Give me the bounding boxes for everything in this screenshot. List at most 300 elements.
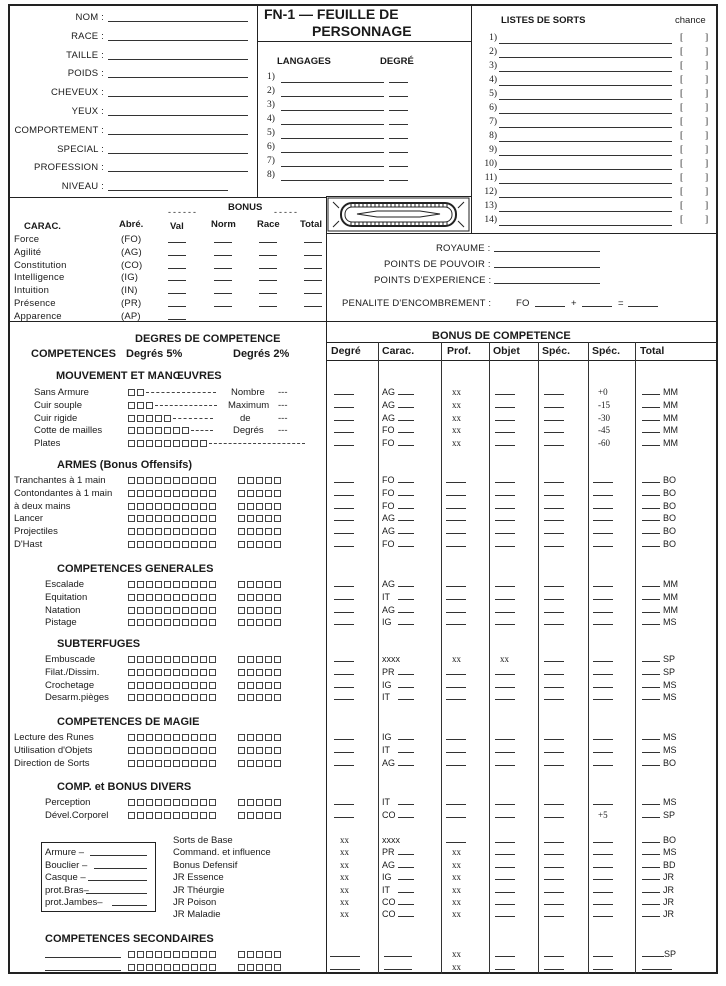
- language-degree-field[interactable]: [389, 96, 408, 97]
- objet-field[interactable]: [495, 892, 515, 893]
- stat-norm-field[interactable]: [214, 306, 232, 307]
- degree-checkbox[interactable]: [128, 682, 135, 689]
- degree-checkbox[interactable]: [155, 528, 162, 535]
- spec1-field[interactable]: [544, 687, 564, 688]
- degree-checkbox[interactable]: [200, 594, 207, 601]
- carac-field[interactable]: [398, 854, 414, 855]
- stat-val-field[interactable]: [168, 242, 186, 243]
- language-degree-field[interactable]: [389, 110, 408, 111]
- degree-field[interactable]: [334, 624, 354, 625]
- carac-field[interactable]: [398, 520, 414, 521]
- degree-checkbox[interactable]: [164, 490, 171, 497]
- degree-checkbox[interactable]: [182, 581, 189, 588]
- spell-list-field[interactable]: [499, 197, 672, 198]
- degree-checkbox[interactable]: [274, 503, 281, 510]
- degree-checkbox[interactable]: [247, 490, 254, 497]
- degree-checkbox[interactable]: [173, 503, 180, 510]
- degree-checkbox[interactable]: [247, 812, 254, 819]
- degree-checkbox[interactable]: [247, 656, 254, 663]
- stat-val-field[interactable]: [168, 255, 186, 256]
- degree-checkbox[interactable]: [146, 747, 153, 754]
- degree-2-boxes[interactable]: [238, 679, 283, 692]
- total-field[interactable]: [642, 904, 660, 905]
- identity-field[interactable]: [108, 171, 248, 172]
- spec2-field[interactable]: [593, 520, 613, 521]
- spec1-field[interactable]: [544, 495, 564, 496]
- stat-norm-field[interactable]: [214, 242, 232, 243]
- degree-checkbox[interactable]: [256, 734, 263, 741]
- carac-field[interactable]: [398, 533, 414, 534]
- degree-5-boxes[interactable]: [128, 525, 218, 538]
- spell-list-field[interactable]: [499, 169, 672, 170]
- degree-checkbox[interactable]: [256, 594, 263, 601]
- degree-checkbox[interactable]: [265, 812, 272, 819]
- degree-checkbox[interactable]: [182, 541, 189, 548]
- degree-checkbox[interactable]: [265, 503, 272, 510]
- degree-checkbox[interactable]: [191, 477, 198, 484]
- stat-race-field[interactable]: [259, 268, 277, 269]
- degree-checkbox[interactable]: [200, 656, 207, 663]
- degree-checkbox[interactable]: [137, 581, 144, 588]
- spec2-field[interactable]: [593, 533, 613, 534]
- degree-checkbox[interactable]: [274, 760, 281, 767]
- degree-checkbox[interactable]: [247, 477, 254, 484]
- spec1-field[interactable]: [544, 533, 564, 534]
- degree-checkbox[interactable]: [238, 503, 245, 510]
- spec1-field[interactable]: [544, 969, 564, 970]
- degree-checkbox[interactable]: [191, 799, 198, 806]
- spec1-field[interactable]: [544, 842, 564, 843]
- objet-field[interactable]: [495, 916, 515, 917]
- degree-checkbox[interactable]: [265, 799, 272, 806]
- carac-field[interactable]: [398, 879, 414, 880]
- spec1-field[interactable]: [544, 546, 564, 547]
- degree-checkbox[interactable]: [137, 747, 144, 754]
- degree-checkbox[interactable]: [155, 541, 162, 548]
- degree-checkbox[interactable]: [155, 669, 162, 676]
- spec2-field[interactable]: [593, 892, 613, 893]
- degree-checkbox[interactable]: [238, 812, 245, 819]
- stat-total-field[interactable]: [304, 242, 322, 243]
- degree-checkbox[interactable]: [200, 607, 207, 614]
- total-field[interactable]: [642, 739, 660, 740]
- identity-field[interactable]: [108, 59, 248, 60]
- stat-total-field[interactable]: [304, 293, 322, 294]
- degree-checkbox[interactable]: [265, 490, 272, 497]
- degree-checkbox[interactable]: [128, 799, 135, 806]
- degree-checkbox[interactable]: [128, 607, 135, 614]
- degree-checkbox[interactable]: [146, 734, 153, 741]
- degree-checkbox[interactable]: [182, 594, 189, 601]
- degree-2-boxes[interactable]: [238, 809, 283, 822]
- degree-2-boxes[interactable]: [238, 591, 283, 604]
- degree-2-boxes[interactable]: [238, 487, 283, 500]
- degree-checkbox[interactable]: [182, 694, 189, 701]
- stat-race-field[interactable]: [259, 306, 277, 307]
- degree-checkbox[interactable]: [191, 503, 198, 510]
- degree-checkbox[interactable]: [155, 682, 162, 689]
- spec1-field[interactable]: [544, 817, 564, 818]
- armor-field[interactable]: [88, 880, 147, 881]
- degree-checkbox[interactable]: [265, 541, 272, 548]
- degree-checkbox[interactable]: [137, 415, 144, 422]
- points-pouvoir-field[interactable]: [494, 267, 600, 268]
- degree-checkbox[interactable]: [209, 581, 216, 588]
- degree-checkbox[interactable]: [164, 477, 171, 484]
- degree-checkbox[interactable]: [274, 799, 281, 806]
- degree-checkbox[interactable]: [164, 964, 171, 971]
- degree-checkbox[interactable]: [274, 541, 281, 548]
- degree-2-boxes[interactable]: [238, 525, 283, 538]
- degree-checkbox[interactable]: [238, 951, 245, 958]
- degree-checkbox[interactable]: [200, 503, 207, 510]
- degree-checkbox[interactable]: [247, 503, 254, 510]
- degree-checkbox[interactable]: [265, 747, 272, 754]
- degree-checkbox[interactable]: [128, 656, 135, 663]
- degree-checkbox[interactable]: [137, 594, 144, 601]
- degree-checkbox[interactable]: [173, 490, 180, 497]
- degree-checkbox[interactable]: [247, 747, 254, 754]
- spec1-field[interactable]: [544, 699, 564, 700]
- degree-checkbox[interactable]: [200, 760, 207, 767]
- carac-field[interactable]: [398, 407, 414, 408]
- degree-checkbox[interactable]: [200, 734, 207, 741]
- total-field[interactable]: [642, 407, 660, 408]
- objet-field[interactable]: [495, 495, 515, 496]
- degree-checkbox[interactable]: [164, 581, 171, 588]
- carac-field[interactable]: [398, 687, 414, 688]
- degree-checkbox[interactable]: [256, 669, 263, 676]
- degree-checkbox[interactable]: [182, 656, 189, 663]
- degree-checkbox[interactable]: [146, 490, 153, 497]
- degree-checkbox[interactable]: [200, 541, 207, 548]
- spell-list-field[interactable]: [499, 211, 672, 212]
- degree-checkbox[interactable]: [146, 812, 153, 819]
- degree-checkbox[interactable]: [209, 515, 216, 522]
- total-field[interactable]: [642, 969, 672, 970]
- prof-field[interactable]: [446, 599, 466, 600]
- degree-checkbox[interactable]: [265, 619, 272, 626]
- degree-checkbox[interactable]: [155, 799, 162, 806]
- spec1-field[interactable]: [544, 586, 564, 587]
- degree-checkbox[interactable]: [128, 541, 135, 548]
- degree-checkbox[interactable]: [164, 760, 171, 767]
- degree-checkbox[interactable]: [247, 734, 254, 741]
- degree-2-boxes[interactable]: [238, 961, 283, 974]
- prof-field[interactable]: [446, 508, 466, 509]
- degree-checkbox[interactable]: [128, 964, 135, 971]
- degree-checkbox[interactable]: [164, 656, 171, 663]
- degree-checkbox[interactable]: [209, 503, 216, 510]
- degree-checkbox[interactable]: [137, 503, 144, 510]
- degree-field[interactable]: [334, 739, 354, 740]
- degree-2-boxes[interactable]: [238, 948, 283, 961]
- carac-field[interactable]: [398, 482, 414, 483]
- degree-checkbox[interactable]: [209, 964, 216, 971]
- objet-field[interactable]: [495, 969, 515, 970]
- degree-field[interactable]: [334, 612, 354, 613]
- degree-checkbox[interactable]: [256, 694, 263, 701]
- carac-field[interactable]: [398, 867, 414, 868]
- degree-checkbox[interactable]: [256, 619, 263, 626]
- prof-field[interactable]: [446, 699, 466, 700]
- spec2-field[interactable]: [593, 612, 613, 613]
- degree-2-boxes[interactable]: [238, 653, 283, 666]
- degree-checkbox[interactable]: [182, 799, 189, 806]
- carac-field[interactable]: [398, 546, 414, 547]
- degree-checkbox[interactable]: [200, 669, 207, 676]
- spell-list-field[interactable]: [499, 155, 672, 156]
- degree-checkbox[interactable]: [146, 402, 153, 409]
- carac-field[interactable]: [398, 765, 414, 766]
- secondary-skill-name-field[interactable]: [45, 970, 121, 971]
- degree-5-boxes[interactable]: [128, 512, 218, 525]
- objet-field[interactable]: [495, 394, 515, 395]
- degree-checkbox[interactable]: [191, 747, 198, 754]
- stat-val-field[interactable]: [168, 319, 186, 320]
- spec1-field[interactable]: [544, 520, 564, 521]
- total-field[interactable]: [642, 842, 660, 843]
- spec2-field[interactable]: [593, 916, 613, 917]
- total-field[interactable]: [642, 599, 660, 600]
- degree-checkbox[interactable]: [128, 389, 135, 396]
- degree-5-boxes[interactable]: [128, 474, 218, 487]
- spec1-field[interactable]: [544, 394, 564, 395]
- carac-field[interactable]: [398, 674, 414, 675]
- degree-5-boxes[interactable]: [128, 487, 218, 500]
- degree-boxes[interactable]: [128, 437, 305, 450]
- language-name-field[interactable]: [281, 82, 384, 83]
- degree-5-boxes[interactable]: [128, 500, 218, 513]
- degree-checkbox[interactable]: [146, 760, 153, 767]
- degree-checkbox[interactable]: [155, 951, 162, 958]
- language-name-field[interactable]: [281, 138, 384, 139]
- spec1-field[interactable]: [544, 752, 564, 753]
- degree-checkbox[interactable]: [164, 541, 171, 548]
- royaume-field[interactable]: [494, 251, 600, 252]
- degree-checkbox[interactable]: [247, 515, 254, 522]
- degree-checkbox[interactable]: [155, 734, 162, 741]
- degree-field[interactable]: [334, 508, 354, 509]
- carac-field[interactable]: [398, 495, 414, 496]
- spec2-field[interactable]: [593, 599, 613, 600]
- degree-checkbox[interactable]: [247, 607, 254, 614]
- language-degree-field[interactable]: [389, 152, 408, 153]
- degree-checkbox[interactable]: [137, 656, 144, 663]
- spell-list-field[interactable]: [499, 85, 672, 86]
- degree-checkbox[interactable]: [164, 812, 171, 819]
- total-field[interactable]: [642, 699, 660, 700]
- spec1-field[interactable]: [544, 879, 564, 880]
- degree-checkbox[interactable]: [265, 682, 272, 689]
- objet-field[interactable]: [495, 520, 515, 521]
- degree-2-boxes[interactable]: [238, 744, 283, 757]
- degree-checkbox[interactable]: [146, 682, 153, 689]
- objet-field[interactable]: [495, 508, 515, 509]
- degree-checkbox[interactable]: [182, 619, 189, 626]
- spell-list-field[interactable]: [499, 113, 672, 114]
- spec1-field[interactable]: [544, 892, 564, 893]
- degree-2-boxes[interactable]: [238, 731, 283, 744]
- degree-checkbox[interactable]: [265, 669, 272, 676]
- spec1-field[interactable]: [544, 661, 564, 662]
- objet-field[interactable]: [495, 407, 515, 408]
- degree-checkbox[interactable]: [128, 440, 135, 447]
- total-field[interactable]: [642, 752, 660, 753]
- degree-field[interactable]: [334, 599, 354, 600]
- degree-checkbox[interactable]: [164, 669, 171, 676]
- identity-field[interactable]: [108, 190, 228, 191]
- degree-checkbox[interactable]: [200, 477, 207, 484]
- objet-field[interactable]: [495, 546, 515, 547]
- degree-checkbox[interactable]: [128, 669, 135, 676]
- degree-checkbox[interactable]: [164, 734, 171, 741]
- degree-checkbox[interactable]: [247, 528, 254, 535]
- identity-field[interactable]: [108, 153, 248, 154]
- spec1-field[interactable]: [544, 867, 564, 868]
- carac-field[interactable]: [398, 739, 414, 740]
- degree-checkbox[interactable]: [247, 682, 254, 689]
- objet-field[interactable]: [495, 699, 515, 700]
- total-field[interactable]: [642, 546, 660, 547]
- objet-field[interactable]: [495, 612, 515, 613]
- objet-field[interactable]: [495, 854, 515, 855]
- language-degree-field[interactable]: [389, 138, 408, 139]
- total-field[interactable]: [642, 432, 660, 433]
- spec2-field[interactable]: [593, 879, 613, 880]
- spell-list-field[interactable]: [499, 183, 672, 184]
- degree-checkbox[interactable]: [173, 669, 180, 676]
- secondary-skill-name-field[interactable]: [45, 957, 121, 958]
- spec1-field[interactable]: [544, 508, 564, 509]
- degree-checkbox[interactable]: [274, 619, 281, 626]
- penalty-mod-field[interactable]: [582, 306, 612, 307]
- points-experience-field[interactable]: [494, 283, 600, 284]
- degree-5-boxes[interactable]: [128, 538, 218, 551]
- degree-checkbox[interactable]: [238, 490, 245, 497]
- armor-field[interactable]: [94, 868, 147, 869]
- degree-checkbox[interactable]: [256, 799, 263, 806]
- degree-checkbox[interactable]: [182, 515, 189, 522]
- degree-checkbox[interactable]: [137, 619, 144, 626]
- degree-checkbox[interactable]: [256, 656, 263, 663]
- spec1-field[interactable]: [544, 739, 564, 740]
- degree-checkbox[interactable]: [191, 528, 198, 535]
- objet-field[interactable]: [495, 674, 515, 675]
- degree-checkbox[interactable]: [128, 734, 135, 741]
- degree-checkbox[interactable]: [146, 669, 153, 676]
- carac-field[interactable]: [398, 904, 414, 905]
- degree-checkbox[interactable]: [137, 682, 144, 689]
- degree-checkbox[interactable]: [256, 528, 263, 535]
- degree-checkbox[interactable]: [164, 440, 171, 447]
- language-name-field[interactable]: [281, 152, 384, 153]
- degree-checkbox[interactable]: [274, 528, 281, 535]
- degree-checkbox[interactable]: [164, 619, 171, 626]
- total-field[interactable]: [642, 674, 660, 675]
- degree-checkbox[interactable]: [137, 490, 144, 497]
- degree-field[interactable]: [334, 533, 354, 534]
- degree-checkbox[interactable]: [200, 581, 207, 588]
- spec1-field[interactable]: [544, 956, 564, 957]
- degree-field[interactable]: [334, 699, 354, 700]
- degree-checkbox[interactable]: [191, 682, 198, 689]
- total-field[interactable]: [642, 892, 660, 893]
- degree-checkbox[interactable]: [209, 607, 216, 614]
- degree-checkbox[interactable]: [238, 594, 245, 601]
- degree-checkbox[interactable]: [200, 747, 207, 754]
- objet-field[interactable]: [495, 482, 515, 483]
- total-field[interactable]: [642, 520, 660, 521]
- degree-field[interactable]: [330, 969, 360, 970]
- total-field[interactable]: [642, 394, 660, 395]
- total-field[interactable]: [642, 533, 660, 534]
- degree-checkbox[interactable]: [247, 799, 254, 806]
- degree-checkbox[interactable]: [128, 415, 135, 422]
- armor-field[interactable]: [90, 855, 147, 856]
- degree-checkbox[interactable]: [155, 760, 162, 767]
- degree-checkbox[interactable]: [146, 656, 153, 663]
- degree-checkbox[interactable]: [155, 440, 162, 447]
- degree-checkbox[interactable]: [128, 951, 135, 958]
- degree-field[interactable]: [334, 674, 354, 675]
- degree-checkbox[interactable]: [274, 594, 281, 601]
- degree-checkbox[interactable]: [146, 594, 153, 601]
- degree-checkbox[interactable]: [265, 734, 272, 741]
- degree-checkbox[interactable]: [173, 427, 180, 434]
- prof-field[interactable]: [446, 752, 466, 753]
- degree-checkbox[interactable]: [173, 682, 180, 689]
- degree-checkbox[interactable]: [191, 656, 198, 663]
- degree-checkbox[interactable]: [173, 581, 180, 588]
- degree-checkbox[interactable]: [238, 682, 245, 689]
- carac-field[interactable]: [398, 394, 414, 395]
- total-field[interactable]: [642, 879, 660, 880]
- degree-checkbox[interactable]: [209, 799, 216, 806]
- prof-field[interactable]: [446, 546, 466, 547]
- degree-checkbox[interactable]: [164, 415, 171, 422]
- degree-checkbox[interactable]: [238, 747, 245, 754]
- degree-checkbox[interactable]: [265, 951, 272, 958]
- degree-checkbox[interactable]: [182, 503, 189, 510]
- degree-checkbox[interactable]: [209, 694, 216, 701]
- degree-checkbox[interactable]: [191, 964, 198, 971]
- language-name-field[interactable]: [281, 180, 384, 181]
- degree-checkbox[interactable]: [247, 581, 254, 588]
- degree-checkbox[interactable]: [173, 619, 180, 626]
- identity-field[interactable]: [108, 21, 248, 22]
- degree-field[interactable]: [334, 804, 354, 805]
- language-degree-field[interactable]: [389, 180, 408, 181]
- degree-checkbox[interactable]: [146, 607, 153, 614]
- degree-checkbox[interactable]: [209, 669, 216, 676]
- stat-race-field[interactable]: [259, 242, 277, 243]
- degree-checkbox[interactable]: [238, 734, 245, 741]
- degree-2-boxes[interactable]: [238, 512, 283, 525]
- degree-checkbox[interactable]: [182, 951, 189, 958]
- stat-race-field[interactable]: [259, 280, 277, 281]
- carac-field[interactable]: [398, 699, 414, 700]
- prof-field[interactable]: [446, 520, 466, 521]
- degree-checkbox[interactable]: [173, 515, 180, 522]
- total-field[interactable]: [642, 867, 660, 868]
- degree-checkbox[interactable]: [155, 415, 162, 422]
- degree-checkbox[interactable]: [182, 760, 189, 767]
- degree-checkbox[interactable]: [137, 964, 144, 971]
- degree-5-boxes[interactable]: [128, 666, 218, 679]
- degree-checkbox[interactable]: [155, 694, 162, 701]
- degree-field[interactable]: [334, 546, 354, 547]
